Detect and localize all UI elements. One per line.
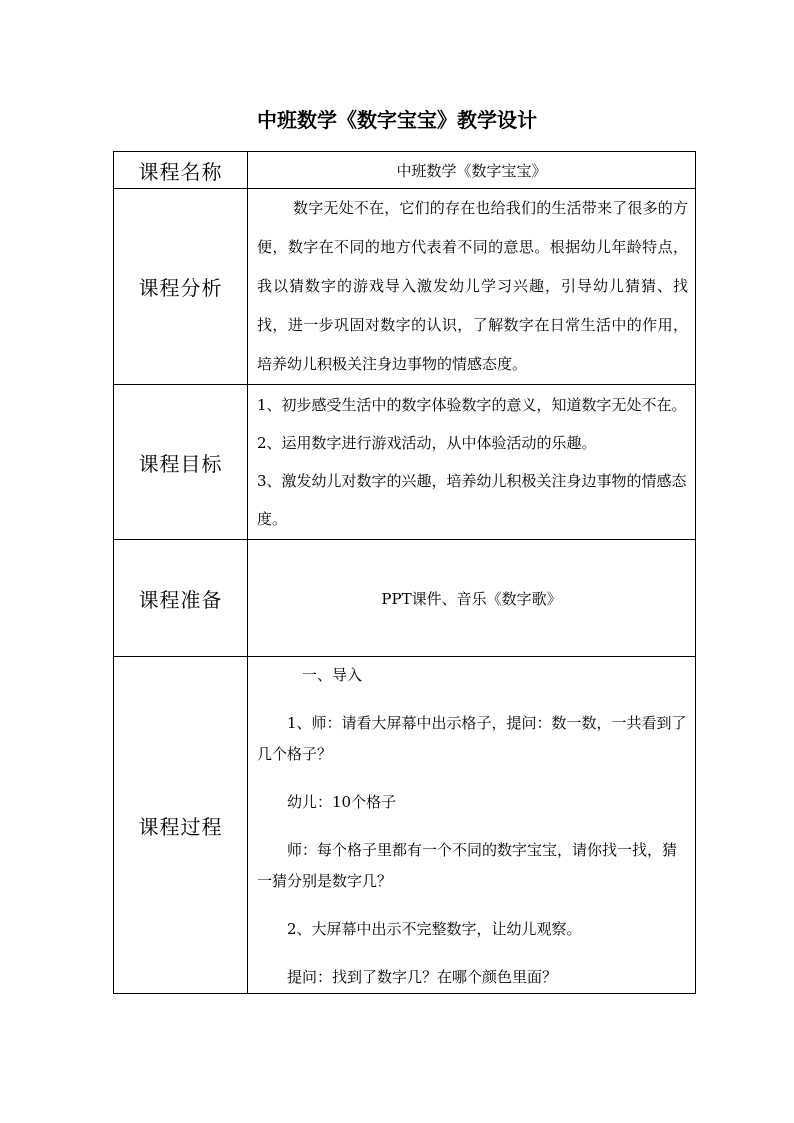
process-paragraph: 幼儿：10个格子 [287,793,397,811]
course-prep-value: PPT课件、音乐《数字歌》 [248,540,696,657]
process-paragraph: 2、大屏幕中出示不完整数字，让幼儿观察。 [287,920,582,938]
process-heading: 一、导入 [302,666,363,684]
goal-item: 2、运用数字进行游戏活动，从中体验活动的乐趣。 [257,434,597,452]
table-row-course-analysis [114,189,696,385]
course-process-label: 课程过程 [114,657,248,994]
table-row-course-name [114,152,696,189]
process-paragraph: 师：每个格子里都有一个不同的数字宝宝，请你找一找，猜一猜分别是数字几？ [257,841,678,890]
page-title: 中班数学《数字宝宝》教学设计 [257,108,537,132]
table-row-course-goals [114,385,696,540]
course-goals-label: 课程目标 [114,385,248,540]
goal-item: 1、初步感受生活中的数字体验数字的意义，知道数字无处不在。 [257,396,687,414]
course-name-label: 课程名称 [114,152,248,189]
course-analysis-cell [248,189,696,385]
table-row-course-prep [114,540,696,657]
process-paragraph: 提问：找到了数字几？在哪个颜色里面？ [287,968,558,986]
goal-item: 3、激发幼儿对数字的兴趣，培养幼儿积极关注身边事物的情感态度。 [257,472,687,528]
course-analysis-text: 数字无处不在，它们的存在也给我们的生活带来了很多的方便，数字在不同的地方代表着不同的意思。根据幼儿年龄特点，我以猜数字的游戏导入激发幼儿学习兴趣，引导幼儿猜猜、找找，进一步巩固对数字的认识，了解数字在日常生活中的作用，培养幼儿积极关注身边事物的情感态度。 [257,199,688,373]
process-paragraph: 1、师：请看大屏幕中出示格子，提问：数一数，一共看到了几个格子？ [257,714,687,763]
course-prep-label: 课程准备 [114,540,248,657]
course-name-value: 中班数学《数字宝宝》 [248,152,696,189]
course-goals-cell [248,385,696,540]
course-analysis-label: 课程分析 [114,189,248,385]
course-process-cell [248,657,696,994]
lesson-plan-table [113,151,696,994]
table-row-course-process [114,657,696,994]
